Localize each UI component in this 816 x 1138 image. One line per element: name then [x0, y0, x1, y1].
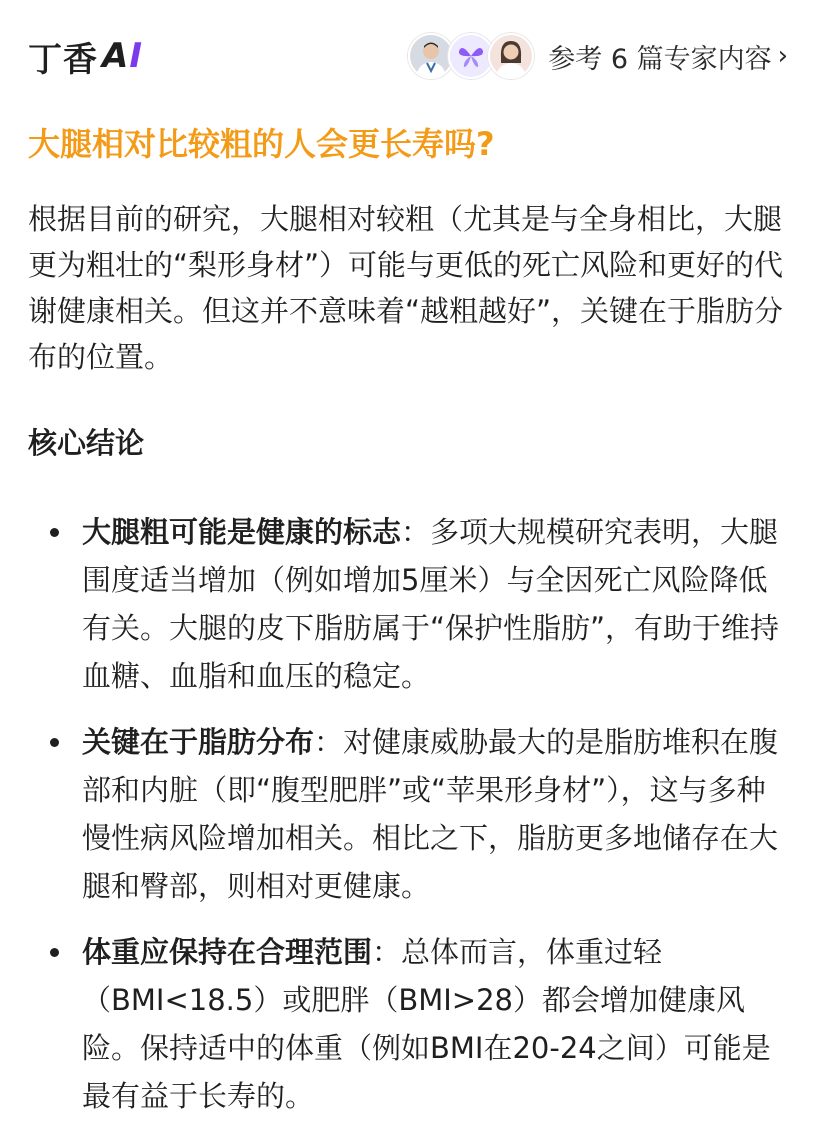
question-title: 大腿相对比较粗的人会更长寿吗? — [28, 125, 495, 163]
bullet-text: ：多项大规模研究表明，大腿围度适当增加（例如增加5厘米）与全因死亡风险降低有关。大腿的皮下脂肪属于“保护性脂肪”，有助于维持血糖、血脂和血压的稳定。 — [82, 515, 780, 693]
bullet-title: 体重应保持在合理范围 — [82, 935, 373, 969]
bullet-title: 大腿粗可能是健康的标志 — [82, 515, 402, 549]
list-item — [28, 718, 788, 910]
expert-references-link[interactable] — [408, 32, 788, 80]
bullet-text: ：对健康威胁最大的是脂肪堆积在腹部和内脏（即“腹型肥胖”或“苹果形身材”），这与多种慢性病风险增加相关。相比之下，脂肪更多地储存在大腿和臀部，则相对更健康。 — [82, 725, 779, 903]
doctor-avatar-female-icon — [488, 33, 534, 79]
app-header — [0, 0, 816, 112]
list-item — [28, 928, 788, 1120]
logo-text: 丁香 — [28, 39, 98, 80]
chevron-right-icon: › — [777, 41, 788, 71]
dingxiang-ai-logo[interactable] — [28, 34, 143, 78]
bullet-text: ：总体而言，体重过轻（BMI<18.5）或肥胖（BMI>28）都会增加健康风险。保持适中的体重（例如BMI在20-24之间）可能是最有益于长寿的。 — [82, 935, 771, 1113]
bullet-dot-icon — [50, 738, 59, 747]
bullet-dot-icon — [50, 948, 59, 957]
answer-intro: 根据目前的研究，大腿相对较粗（尤其是与全身相比，大腿更为粗壮的“梨形身材”）可能与更低的死亡风险和更好的代谢健康相关。但这并不意味着“越粗越好”，关键在于脂肪分布的位置。 — [28, 202, 784, 374]
section-title: 核心结论 — [28, 426, 145, 460]
experts-label: 参考 6 篇专家内容 — [548, 43, 772, 75]
bullet-title: 关键在于脂肪分布 — [82, 725, 315, 759]
bullet-dot-icon — [50, 528, 59, 537]
expert-avatars — [408, 33, 534, 79]
logo-ai-a: A — [102, 36, 130, 76]
conclusion-list — [28, 508, 788, 1138]
list-item — [28, 508, 788, 700]
logo-ai-i: I — [129, 36, 143, 76]
